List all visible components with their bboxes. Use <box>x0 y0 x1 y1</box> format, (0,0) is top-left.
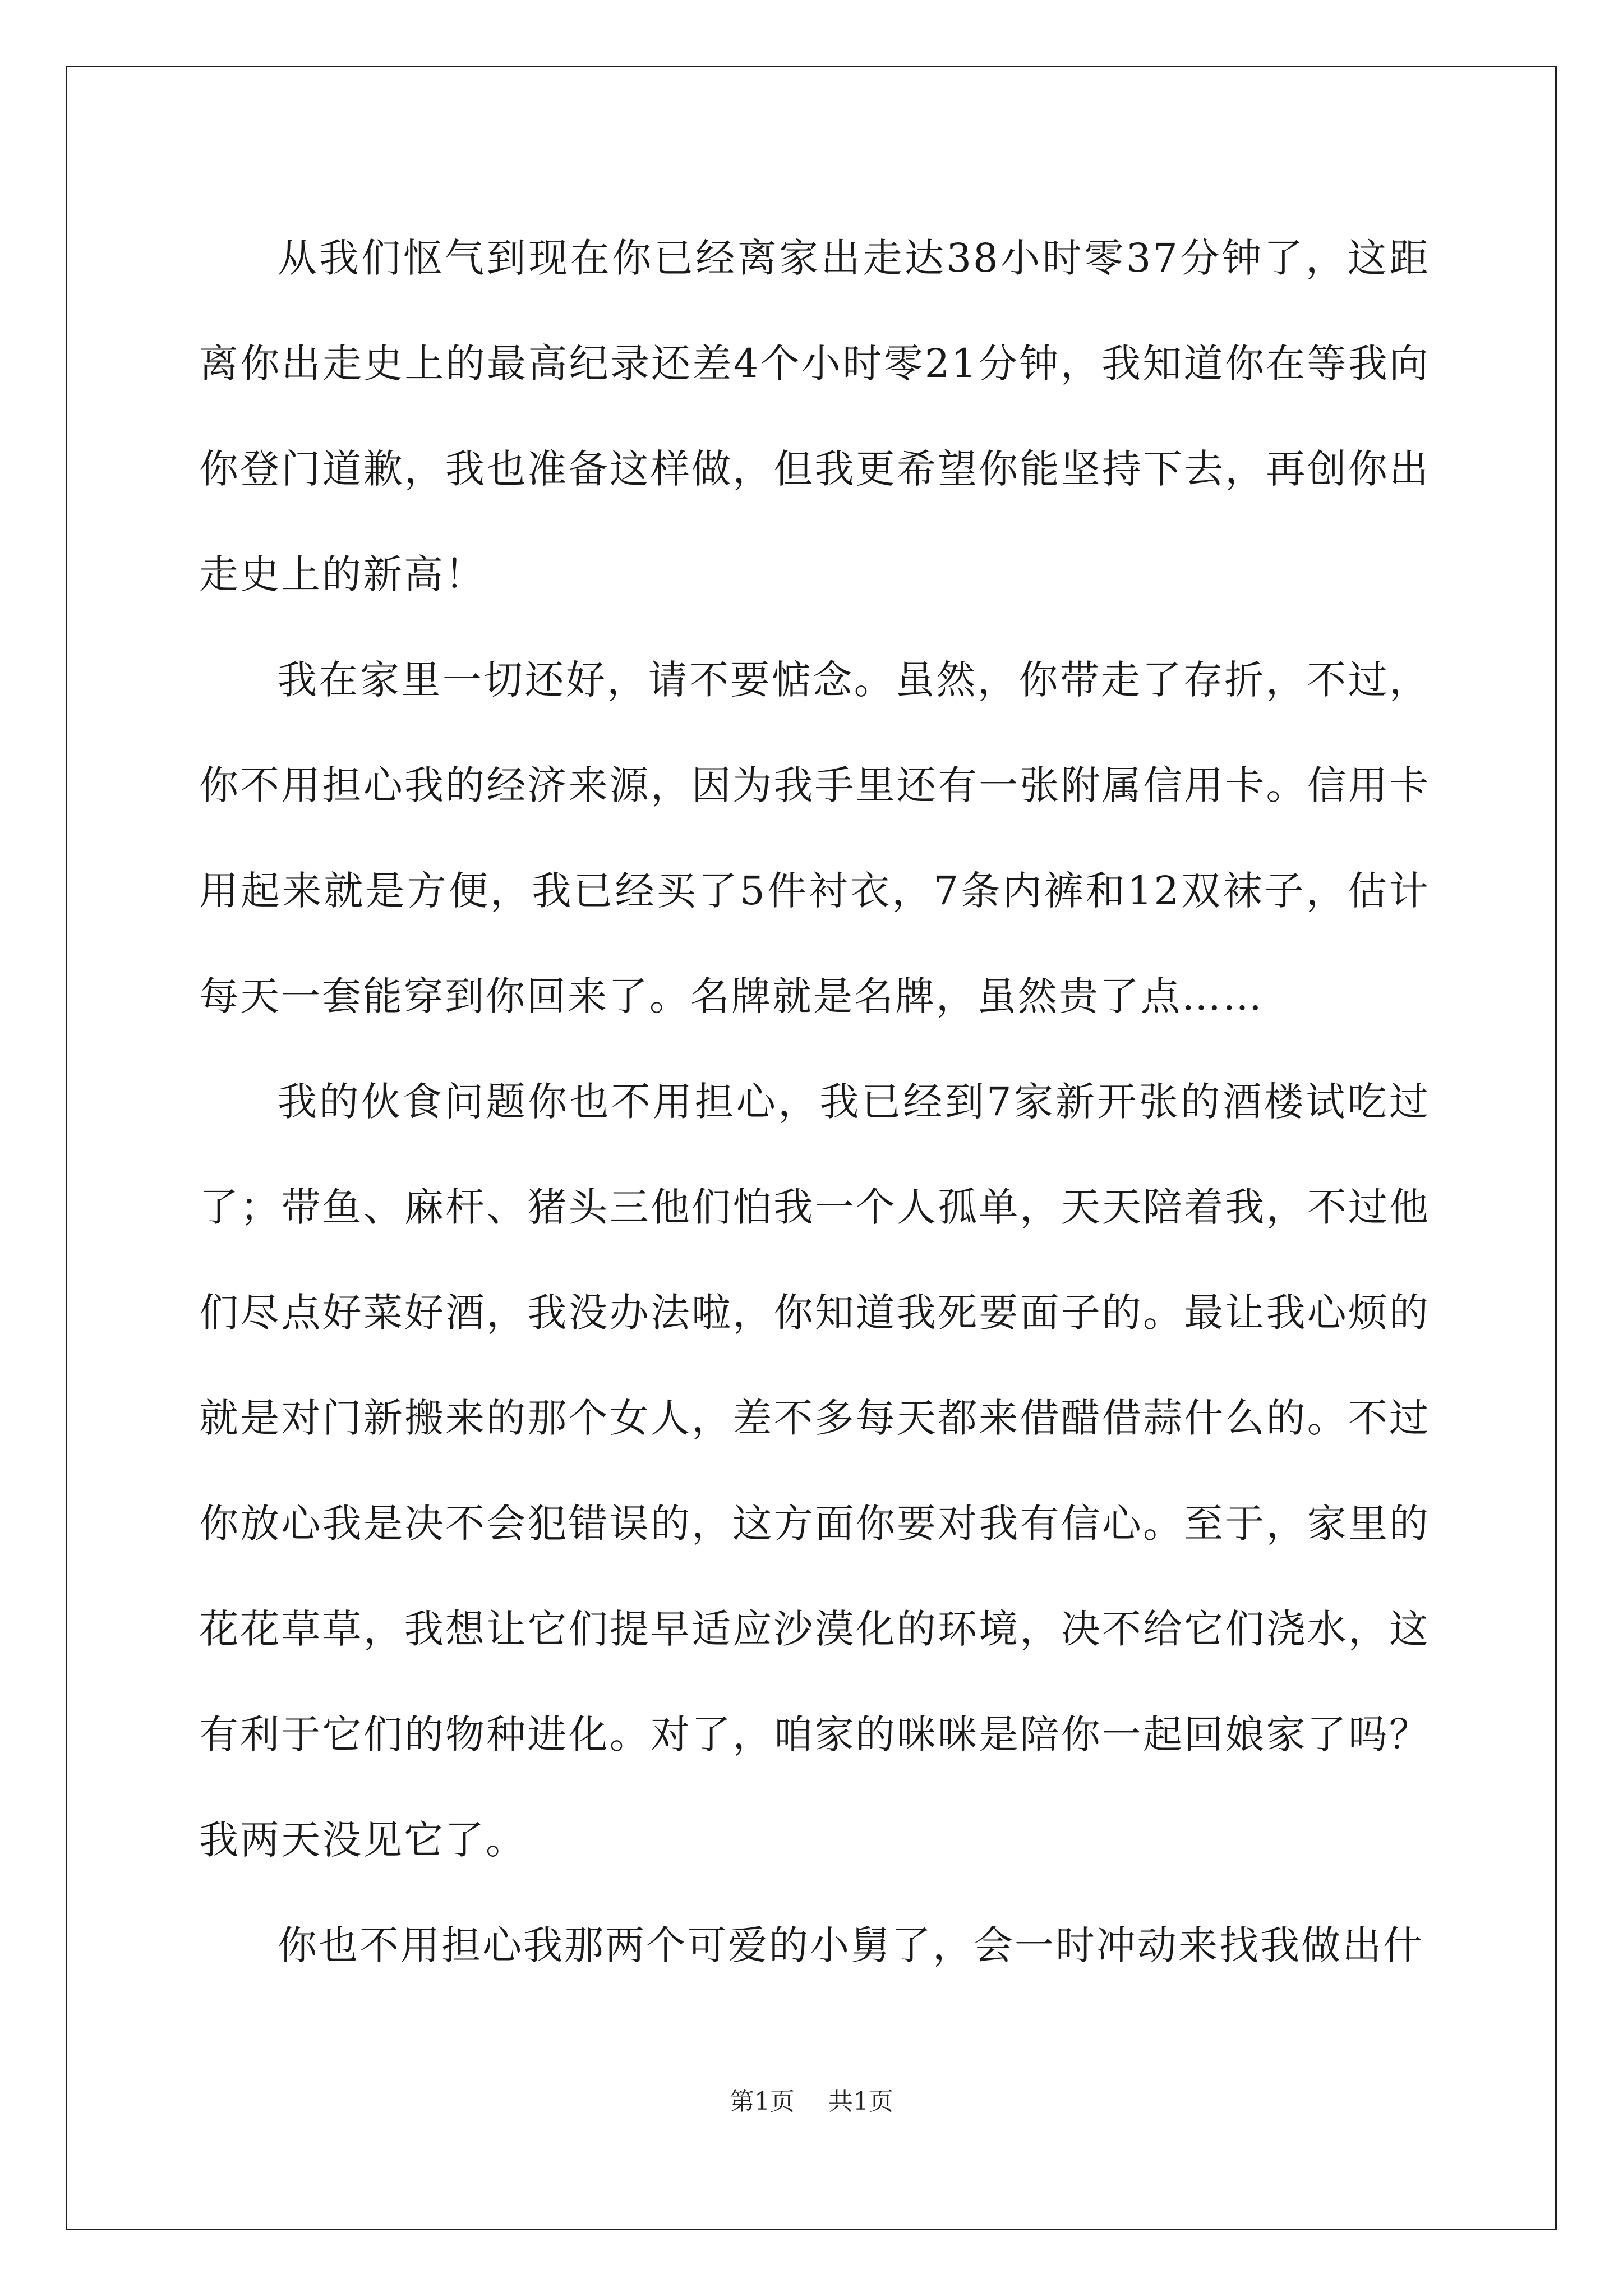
paragraph-3: 我的伙食问题你也不用担心，我已经到7家新开张的酒楼试吃过了；带鱼、麻杆、猪头三他们怕我一个人孤单，天天陪着我，不过他们尽点好菜好酒，我没办法啦，你知道我死要面子的。最让我心烦的就是对门新搬来的那个女人，差不多每天都来借醋借蒜什么的。不过你放心我是决不会犯错误的，这方面你要对我有信心。至于，家里的花花草草，我想让它们提早适应沙漠化的环境，决不给它们浇水，这有利于它们的物种进化。对了，咱家的咪咪是陪你一起回娘家了吗？我两天没见它了。 <box>199 1079 1430 1863</box>
paragraph-2: 我在家里一切还好，请不要惦念。虽然，你带走了存折，不过，你不用担心我的经济来源，因为我手里还有一张附属信用卡。信用卡用起来就是方便，我已经买了5件衬衣，7条内裤和12双袜子，估计每天一套能穿到你回来了。名牌就是名牌，虽然贵了点…… <box>199 657 1430 1019</box>
page-total: 共1页 <box>828 2087 893 2116</box>
document-body <box>199 205 1430 1998</box>
page-footer <box>0 2081 1623 2117</box>
paragraph-1: 从我们怄气到现在你已经离家出走达38小时零37分钟了，这距离你出走史上的最高纪录还差4个小时零21分钟，我知道你在等我向你登门道歉，我也准备这样做，但我更希望你能坚持下去，再创你出走史上的新高！ <box>199 235 1430 597</box>
paragraph-4: 你也不用担心我那两个可爱的小舅了，会一时冲动来找我做出什 <box>278 1922 1424 1968</box>
page-number: 第1页 <box>730 2087 795 2116</box>
